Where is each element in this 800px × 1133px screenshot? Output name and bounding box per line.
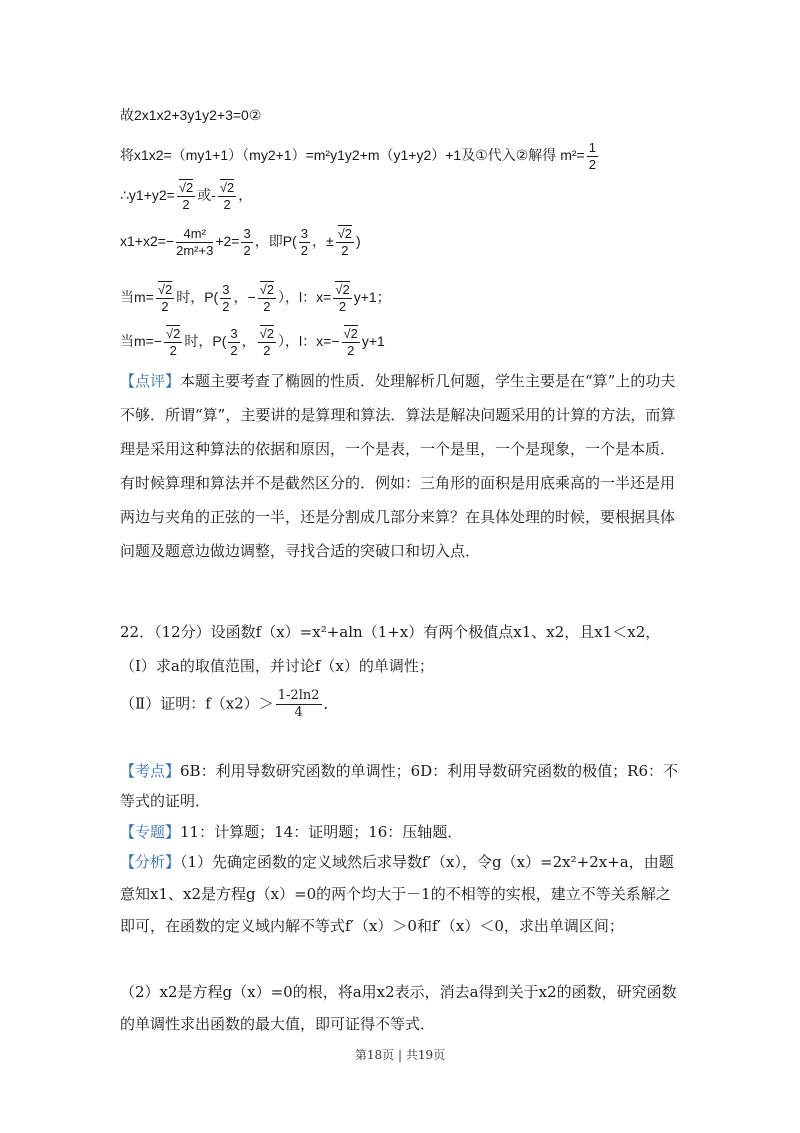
equation-text: ），l：x= <box>278 289 332 306</box>
equation-text: m²= <box>560 147 585 164</box>
fenxi-text-1: （1）先确定函数的定义域然后求导数f′（x），令g（x）=2x²+2x+a，由题意知x1、x2是方程g（x）=0的两个均大于－1的不相等的实根，建立不等关系解之即可，在函数的定义域内解不等式f′（x）＞0和f′（x）＜0，求出单调区间； <box>120 853 674 935</box>
fraction: $\frac{1}{2}$ <box>588 140 596 172</box>
equation-text: 时，P( <box>176 289 219 306</box>
fraction: √ $\frac{2}{2}$ <box>164 326 182 359</box>
fraction: $\frac{3}{2}$ <box>243 226 251 258</box>
equation-text: x1+x2= <box>120 233 166 250</box>
fraction: $\frac{1-2\ln 2}{4}$ <box>277 688 320 720</box>
equation-text: 当m= <box>120 333 154 350</box>
solution-line-1 <box>120 104 261 126</box>
fraction: √ $\frac{2}{2}$ <box>177 180 195 213</box>
equation-text: +2= <box>215 233 240 250</box>
comment-tag: 【点评】 <box>120 372 181 390</box>
fraction: $\frac{3}{2}$ <box>230 326 238 358</box>
equation-text: 当m= <box>120 289 154 306</box>
solution-line-5: 当m= √ $\frac{2}{2}$ 时，P( $\frac{3}{2}$ ，− √ $\frac{2}{2}$ ），l：x= √ $\frac{2}{2}$ y+1； <box>120 282 391 315</box>
fenxi-text-2: （2）x2是方程g（x）=0的根，将a用x2表示，消去a得到关于x2的函数，研究函数的单调性求出函数的最大值，即可证得不等式． <box>120 983 677 1033</box>
comment-paragraph <box>120 364 680 568</box>
problem-text: 22．（12分）设函数f（x）=x²+aln（1+x）有两个极值点x1、x2，且x1＜x2， <box>120 623 661 641</box>
fenxi-tag: 【分析】 <box>120 853 181 871</box>
equation-text: ），l：x= <box>278 333 332 350</box>
solution-line-6: 当m=− √ $\frac{2}{2}$ 时，P( $\frac{3}{2}$ ， √ $\frac{2}{2}$ ），l：x=− √ $\frac{2}{2}$ y+1 <box>120 326 385 359</box>
zhuanti-tag: 【专题】 <box>120 823 181 841</box>
kaodian-tag: 【考点】 <box>120 762 181 780</box>
problem-part-1 <box>120 652 434 680</box>
kaodian-text: 6B：利用导数研究函数的单调性；6D：利用导数研究函数的极值；R6：不等式的证明． <box>120 762 678 810</box>
page-footer: 第18页 | 共19页 <box>354 1048 446 1062</box>
fenxi-part-2 <box>120 976 680 1040</box>
fraction: √ $\frac{2}{2}$ <box>342 326 360 359</box>
solution-line-3: ∴y1+y2= √ $\frac{2}{2}$ 或- √ $\frac{2}{2}$ ， <box>120 180 252 213</box>
equation-text: 将x1x2=（my1+1）（my2+1）=m²y1y2+m（y1+y2）+1及①代入②解得 <box>120 147 557 164</box>
equation-text: 时，P( <box>184 333 227 350</box>
fraction: $\frac{\text{4m²}}{\text{2m²+3}}$ <box>176 226 214 258</box>
problem-text: （Ⅱ）证明：f（x2）＞ <box>120 694 274 713</box>
equation-text: ∴y1+y2= <box>120 187 175 204</box>
fraction: √ $\frac{2}{2}$ <box>258 282 276 315</box>
fraction: √ $\frac{2}{2}$ <box>156 282 174 315</box>
fenxi-section <box>120 846 680 942</box>
fraction: $\frac{3}{2}$ <box>300 226 308 258</box>
equation-text: y+1 <box>361 333 385 350</box>
zhuanti-text: 11：计算题；14：证明题；16：压轴题． <box>180 823 463 841</box>
fraction: √ $\frac{2}{2}$ <box>333 282 351 315</box>
zhuanti-section <box>120 818 462 846</box>
kaodian-section <box>120 756 680 816</box>
equation-text: 故2x1x2+3y1y2+3=0② <box>120 107 262 123</box>
problem-part-2 <box>120 688 339 721</box>
equation-text: y+1； <box>353 289 391 306</box>
solution-line-4: x1+x2=− $\frac{\text{4m²}}{\text{2m²+3}}$ +2= $\frac{3}{2}$ ，即P( $\frac{3}{2}$ ，± √ $\frac{2}{2}$ ) <box>120 226 361 259</box>
equation-text: ，即P( <box>254 233 297 250</box>
fraction: $\frac{3}{2}$ <box>222 282 230 314</box>
fraction: √ $\frac{2}{2}$ <box>336 226 354 259</box>
fraction: √ $\frac{2}{2}$ <box>218 180 236 213</box>
problem-text: ． <box>323 694 339 713</box>
problem-title <box>120 618 660 646</box>
equation-text: ，± <box>311 233 334 250</box>
fraction: √ $\frac{2}{2}$ <box>258 326 276 359</box>
problem-text: （Ⅰ）求a的取值范围，并讨论f（x）的单调性； <box>120 657 434 675</box>
comment-text: 本题主要考查了椭圆的性质．处理解析几何题，学生主要是在“算”上的功夫不够．所谓“算”，主要讲的是算理和算法．算法是解决问题采用的计算的方法，而算理是采用这种算法的依据和原因，一个是表，一个是里，一个是现象，一个是本质．有时候算理和算法并不是截然区分的．例如：三角形的面积是用底乘高的一半还是用两边与夹角的正弦的一半，还是分割成几部分来算？在具体处理的时候，要根据具体问题及题意边做边调整，寻找合适的突破口和切入点． <box>120 372 676 560</box>
solution-line-2 <box>120 140 600 173</box>
equation-text: 或 <box>197 187 212 204</box>
